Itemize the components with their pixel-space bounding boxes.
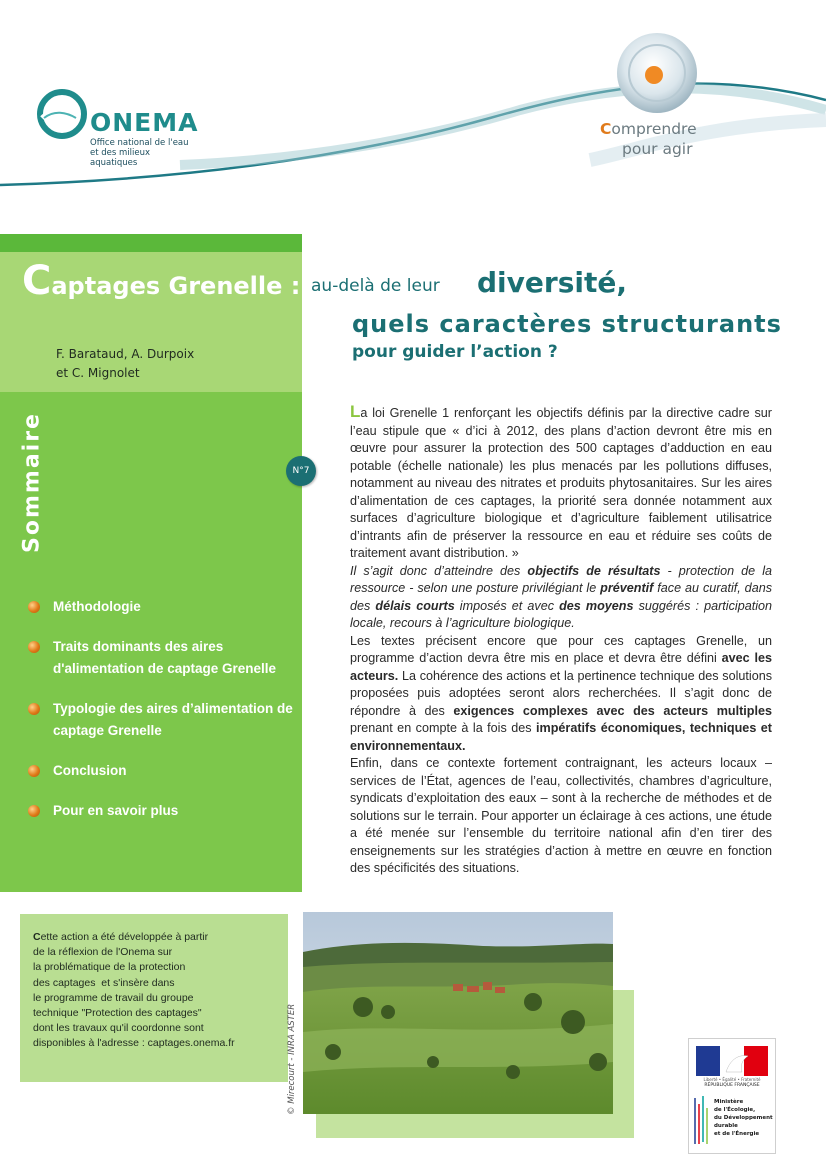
text-run: face au curatif, dans des bbox=[350, 581, 772, 613]
credit-text bbox=[33, 930, 283, 1052]
slogan-line1: omprendre bbox=[611, 120, 697, 138]
text-run-bold: impératifs économiques, techniques et environnementaux. bbox=[350, 721, 772, 753]
text-run-bold: avec les acteurs. bbox=[350, 651, 772, 683]
title-main-rest: aptages Grenelle : bbox=[51, 272, 301, 300]
credit-line: technique "Protection des captages" bbox=[33, 1007, 202, 1020]
slogan-first-letter: C bbox=[600, 120, 612, 138]
toc-item-label: Pour en savoir plus bbox=[53, 803, 179, 818]
toc-item-pour-en-savoir-plus[interactable] bbox=[28, 800, 298, 822]
text-run: prenant en compte à la fois des bbox=[350, 721, 537, 735]
credit-line: le programme de travail du groupe bbox=[33, 991, 194, 1004]
photo-credit-text: © Mirecourt - INRA ASTER bbox=[287, 1003, 297, 1115]
photo-credit bbox=[286, 976, 298, 1116]
toc-item-methodologie[interactable] bbox=[28, 596, 298, 618]
authors-line1: F. Barataud, A. Durpoix bbox=[56, 347, 195, 361]
title-cap: C bbox=[22, 258, 52, 304]
paragraph-intro-text: a loi Grenelle 1 renforçant les objectifs définis par la directive cadre sur l’eau stipule que « d’ici à 2012, des plans d’action devront être mis en œuvre pour assurer la protection des 500 captages d’adduction en eau potable (échelle nationale) les plus menacés par les pollutions diffuses, notamment au niveau des nitrates et produits phytosanitaires. Sur les aires d’alimentation de ces captages, la priorité sera donnée notamment aux surfaces d’agriculture biologique et d’agriculture faiblement utilisatrice d’intrants afin de préserver la ressource en eau et réduire ses coûts de traitement avant distribution. » bbox=[350, 406, 772, 560]
text-run: imposés et avec bbox=[454, 598, 560, 613]
text-run: Il s’agit donc d’atteindre des bbox=[350, 563, 528, 578]
sommaire-heading bbox=[2, 410, 62, 570]
green-column-top-bar bbox=[0, 234, 302, 252]
text-run-bold: objectifs de résultats bbox=[527, 563, 661, 578]
credit-line: des captages et s'insère dans bbox=[33, 976, 175, 989]
text-run-bold: délais courts bbox=[375, 598, 455, 613]
ministry-line: durable bbox=[714, 1123, 738, 1129]
toc-item-label: Typologie des aires d’alimentation de captage Grenelle bbox=[53, 701, 293, 738]
slogan-disc-icon bbox=[612, 28, 702, 118]
title-part2: diversité, bbox=[477, 266, 627, 299]
landscape-photo bbox=[303, 912, 613, 1114]
republic-motto: Liberté • Égalité • Fraternité bbox=[703, 1077, 761, 1082]
paragraph-actors bbox=[350, 633, 772, 756]
text-run: Les textes précisent encore que pour ces captages Grenelle, un programme d’action devra être mis en place et devra être défini bbox=[350, 633, 772, 665]
ministry-line: Ministère bbox=[714, 1099, 744, 1105]
logo-subtitle bbox=[90, 138, 200, 168]
table-of-contents bbox=[28, 596, 298, 840]
bullet-icon bbox=[28, 641, 40, 653]
slogan-line2: pour agir bbox=[622, 140, 693, 158]
ministry-line: du Développement bbox=[714, 1115, 773, 1121]
sommaire-label: Sommaire bbox=[19, 412, 45, 553]
credit-first-letter: C bbox=[33, 931, 41, 943]
paragraph-objectives bbox=[350, 563, 772, 633]
bullet-icon bbox=[28, 703, 40, 715]
bullet-icon bbox=[28, 765, 40, 777]
text-run-bold: des moyens bbox=[559, 598, 634, 613]
logo-subtitle-line1: Office national de l'eau bbox=[90, 138, 189, 148]
republic-name: RÉPUBLIQUE FRANÇAISE bbox=[704, 1083, 760, 1088]
credit-line: disponibles à l'adresse : captages.onema.fr bbox=[33, 1037, 235, 1050]
slogan bbox=[600, 119, 720, 159]
ministry-line: de l'Écologie, bbox=[714, 1107, 756, 1113]
onema-logo-icon bbox=[36, 88, 88, 140]
text-run: La cohérence des actions et la pertinence technique des solutions proposées puis adoptées seront alors recherchées. Il s’agit donc de répondre à des bbox=[350, 668, 772, 718]
title-line2: quels caractères structurants bbox=[352, 310, 782, 338]
bullet-icon bbox=[28, 601, 40, 613]
credit-line-text: ette action a été développée à partir bbox=[40, 931, 209, 943]
text-run: - protection de la ressource - selon une posture privilégiant le bbox=[350, 563, 773, 595]
toc-item-label: Conclusion bbox=[53, 763, 127, 778]
credit-line: dont les travaux qu'il coordonne sont bbox=[33, 1022, 204, 1035]
toc-item-label: Méthodologie bbox=[53, 599, 141, 614]
credit-line: la problématique de la protection bbox=[33, 961, 186, 974]
toc-item-label: Traits dominants des aires d'alimentation de captage Grenelle bbox=[53, 639, 277, 676]
bullet-icon bbox=[28, 805, 40, 817]
authors bbox=[56, 345, 194, 383]
ministry-line: et de l'Énergie bbox=[714, 1131, 760, 1137]
toc-item-traits-dominants[interactable] bbox=[28, 636, 298, 680]
ministry-name bbox=[714, 1098, 774, 1138]
title-line3: pour guider l’action ? bbox=[352, 342, 558, 362]
marianne-flag-icon bbox=[696, 1046, 768, 1076]
credit-line: de la réflexion de l'Onema sur bbox=[33, 946, 173, 959]
toc-item-conclusion[interactable] bbox=[28, 760, 298, 782]
paragraph-context: Enfin, dans ce contexte fortement contraignant, les acteurs locaux – services de l’État, agences de l’eau, collectivités, chambres d’agriculture, syndicats d’exploitation des eaux – sont à la recherche de méthodes et de solutions sur le terrain. Pour apporter un éclairage à ces actions, une étude a été menée sur l’ensemble du territoire national afin d’en tirer des enseignements sur les stratégies d’action à mettre en œuvre en fonction des spécificités des situations. bbox=[350, 756, 772, 875]
text-run-bold: préventif bbox=[600, 581, 654, 595]
logo-subtitle-line2: et des milieux aquatiques bbox=[90, 148, 151, 168]
body-text bbox=[350, 403, 772, 878]
issue-badge: N°7 bbox=[286, 456, 316, 486]
text-run: suggérés : participation locale, recours à l’agriculture biologique. bbox=[350, 598, 773, 630]
paragraph-intro bbox=[350, 403, 772, 563]
text-run-bold: exigences complexes avec des acteurs multiples bbox=[453, 703, 773, 718]
title-part1: au-delà de leur bbox=[311, 276, 440, 296]
toc-item-typologie[interactable] bbox=[28, 698, 298, 742]
credit-line bbox=[33, 930, 283, 945]
title-main bbox=[22, 258, 300, 304]
logo-name: ONEMA bbox=[90, 108, 199, 137]
dropcap: L bbox=[350, 402, 361, 421]
ministry-stripes-icon bbox=[692, 1094, 712, 1146]
authors-line2: et C. Mignolet bbox=[56, 366, 140, 380]
